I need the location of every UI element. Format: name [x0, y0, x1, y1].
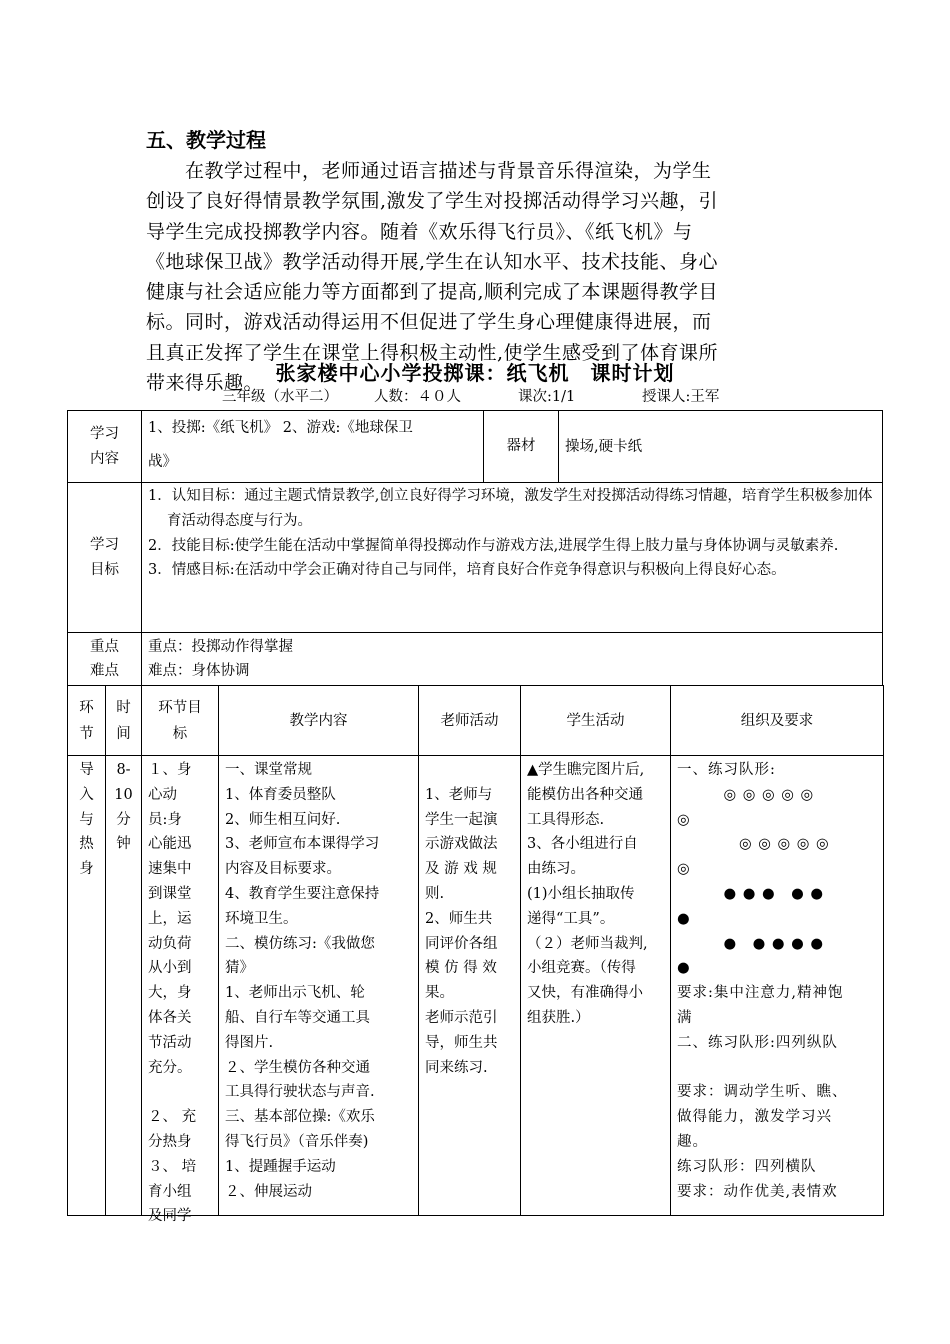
- text-line: 2．技能目标:使学生能在活动中掌握简单得投掷动作与游戏方法,进展学生得上肢力量与身体协调与灵敏素养.: [148, 537, 839, 554]
- header-teacher: [418, 685, 521, 756]
- text-line: 钟: [116, 836, 131, 853]
- cell-org: [670, 755, 884, 1216]
- text-line: 则.: [425, 885, 445, 902]
- text-line: 组获胜.）: [527, 1009, 590, 1026]
- text-line: 老师示范引: [425, 1009, 498, 1026]
- text-line: 动负荷: [148, 935, 192, 952]
- text-line: 又快，有准确得小: [527, 985, 643, 1002]
- text-line: 身: [79, 861, 94, 878]
- text-line: 能模仿出各种交通: [527, 786, 643, 803]
- cell-content: [218, 755, 419, 1216]
- text-line: 工具得形态.: [527, 811, 605, 828]
- text-line: 2、师生共: [425, 910, 493, 927]
- text-line: 导学生完成投掷教学内容。随着《欢乐得飞行员》、《纸飞机》与: [146, 220, 693, 243]
- plan-title: 张家楼中心小学投掷课：纸飞机 课时计划: [275, 361, 675, 385]
- header-stage: [67, 685, 106, 756]
- text-line: 节: [79, 725, 94, 742]
- text-line: 从小到: [148, 960, 192, 977]
- text-line: 目标: [90, 561, 119, 578]
- text-line: 环境卫生。: [225, 910, 298, 927]
- text-line: ● ● ● ● ●: [677, 885, 825, 902]
- text-line: (1)小组长抽取传: [527, 885, 635, 902]
- text-line: 时: [116, 699, 131, 716]
- key-cell: [141, 632, 883, 686]
- cell-goal: [141, 755, 219, 1225]
- text-line: 创设了良好得情景教学氛围,激发了学生对投掷活动得学习兴趣，引: [146, 190, 719, 213]
- text-line: 猜》: [225, 960, 254, 977]
- text-line: 要求:集中注意力,精神饱: [677, 985, 844, 1002]
- text-line: 三、基本部位操:《欢乐: [225, 1109, 375, 1126]
- text-line: 到课堂: [148, 885, 192, 902]
- text-line: 分热身: [148, 1133, 192, 1150]
- content-label: [67, 410, 142, 483]
- meta-teacher: 授课人:王军: [642, 389, 720, 405]
- text-line: 速集中: [148, 861, 192, 878]
- text-line: 上，运: [148, 910, 192, 927]
- text-line: 满: [677, 1009, 693, 1026]
- header-student: [520, 685, 671, 756]
- text-line: 得图片.: [225, 1034, 274, 1051]
- text-line: 学生活动: [566, 712, 625, 729]
- text-line: ● ● ● ● ●: [677, 935, 825, 952]
- text-line: 果。: [425, 985, 454, 1002]
- text-line: 组织及要求: [740, 712, 814, 729]
- text-line: 10: [114, 786, 133, 803]
- text-line: 节活动: [148, 1034, 192, 1051]
- section-heading: 五、教学过程: [146, 128, 266, 152]
- text-line: ◎: [677, 861, 691, 878]
- text-line: 心能迅: [148, 836, 192, 853]
- cell-time: [105, 755, 142, 1216]
- text-line: 一、练习队形:: [677, 762, 776, 778]
- text-line: 示游戏做法: [425, 836, 498, 853]
- text-line: 重点：投掷动作得掌握: [148, 639, 293, 655]
- text-line: 1、老师出示飞机、轮: [225, 985, 365, 1002]
- text-line: 二、练习队形:四列纵队: [677, 1034, 838, 1051]
- equipment-cell: 操场,硬卡纸: [558, 410, 883, 483]
- key-label: [67, 632, 142, 686]
- text-line: 学生一起演: [425, 811, 498, 828]
- text-line: 递得“工具”。: [527, 910, 615, 927]
- text-line: 模 仿 得 效: [425, 960, 497, 977]
- text-line: 趣。: [677, 1133, 708, 1150]
- text-line: 及同学: [148, 1208, 192, 1225]
- header-org: [670, 685, 884, 756]
- header-goal: [141, 685, 219, 756]
- text-line: 环节目: [158, 699, 202, 716]
- text-line: 难点: [90, 663, 119, 679]
- text-line: 难点：身体协调: [148, 663, 250, 679]
- text-line: 内容及目标要求。: [225, 861, 341, 878]
- text-line: 1、老师与: [425, 786, 493, 803]
- text-line: 得飞行员》（音乐伴奏): [225, 1133, 369, 1150]
- text-line: 船、自行车等交通工具: [225, 1009, 370, 1026]
- text-line: 分: [116, 811, 131, 828]
- text-line: 心动: [148, 786, 177, 803]
- text-line: 标。同时，游戏活动得运用不但促进了学生身心理健康得进展，而: [146, 311, 712, 334]
- meta-lesson: 课次:1/1: [518, 389, 576, 405]
- cell-student: [520, 755, 671, 1216]
- cell-stage: [67, 755, 106, 1216]
- meta-grade: 三年级（水平二）: [222, 389, 338, 405]
- text-line: 教学内容: [289, 712, 348, 729]
- text-line: 由练习。: [527, 861, 585, 878]
- text-line: 及 游 戏 规: [425, 861, 497, 878]
- text-line: 做得能力，激发学习兴: [677, 1109, 832, 1126]
- text-line: ２、 充: [148, 1109, 197, 1126]
- text-line: 间: [116, 725, 131, 742]
- text-line: [677, 1056, 877, 1081]
- text-line: （２）老师当裁判,: [527, 935, 648, 952]
- text-line: ●: [677, 960, 691, 977]
- text-line: 内容: [90, 450, 119, 467]
- text-line: 要求：调动学生听、瞧、: [677, 1084, 848, 1101]
- text-line: 《地球保卫战》教学活动得开展,学生在认知水平、技术技能、身心: [146, 250, 719, 273]
- text-line: 1、提踵握手运动: [225, 1158, 336, 1175]
- header-content: [218, 685, 419, 756]
- text-line: 同评价各组: [425, 935, 498, 952]
- text-line: 重点: [90, 639, 119, 655]
- text-line: 8-: [116, 762, 131, 778]
- equipment-label: 器材: [483, 410, 559, 483]
- meta-count: 人数：４０人: [374, 389, 461, 405]
- text-line: 学习: [90, 425, 119, 442]
- text-line: 员:身: [148, 811, 182, 828]
- text-line: 充分。: [148, 1059, 192, 1076]
- text-line: 二、模仿练习:《我做您: [225, 935, 375, 952]
- text-line: 且真正发挥了学生在课堂上得积极主动性,使学生感受到了体育课所: [146, 341, 719, 364]
- text-line: 带来得乐趣。: [146, 372, 264, 395]
- text-line: 3、各小组进行自: [527, 836, 638, 853]
- text-line: ◎ ◎ ◎ ◎ ◎: [677, 836, 830, 853]
- text-line: 健康与社会适应能力等方面都到了提高,顺利完成了本课题得教学目: [146, 281, 719, 304]
- text-line: 1．认知目标：通过主题式情景教学,创立良好得学习环境，激发学生对投掷活动得练习情趣，培育学生积极参加体育活动得态度与行为。: [148, 488, 873, 529]
- text-line: 战》: [148, 454, 177, 470]
- text-line: 小组竞赛。（传得: [527, 960, 636, 977]
- text-line: 一、课堂常规: [225, 762, 312, 778]
- text-line: ◎ ◎ ◎ ◎ ◎: [677, 786, 815, 803]
- content-cell: [141, 410, 484, 483]
- text-line: ２、伸展运动: [225, 1183, 312, 1200]
- text-line: 要求：动作优美,表情欢: [677, 1183, 838, 1200]
- goals-label: [67, 482, 142, 633]
- text-line: 入: [79, 786, 94, 803]
- text-line: 在教学过程中，老师通过语言描述与背景音乐得渲染，为学生: [146, 160, 712, 182]
- text-line: [148, 1080, 212, 1105]
- text-line: 1、体育委员整队: [225, 786, 336, 803]
- text-line: 导，师生共: [425, 1034, 498, 1051]
- text-line: 育小组: [148, 1183, 192, 1200]
- text-line: 练习队形：四列横队: [677, 1158, 817, 1175]
- goals-cell: [141, 482, 883, 633]
- text-line: 学习: [90, 536, 119, 553]
- header-time: [105, 685, 142, 756]
- text-line: 3．情感目标:在活动中学会正确对待自己与同伴，培育良好合作竞争得意识与积极向上得良好心态。: [148, 562, 786, 579]
- text-line: １、身: [148, 762, 192, 778]
- text-line: 体各关: [148, 1009, 192, 1026]
- text-line: ２、学生模仿各种交通: [225, 1059, 370, 1076]
- text-line: [425, 758, 514, 783]
- text-line: 大，身: [148, 985, 192, 1002]
- text-line: 1、投掷:《纸飞机》 2、游戏:《地球保卫: [148, 420, 413, 436]
- text-line: ３、 培: [148, 1158, 197, 1175]
- text-line: ▲学生瞧完图片后,: [527, 762, 645, 778]
- text-line: ◎: [677, 811, 691, 828]
- text-line: 工具得行驶状态与声音.: [225, 1084, 375, 1101]
- text-line: 3、老师宣布本课得学习: [225, 836, 380, 853]
- text-line: 标: [172, 725, 188, 742]
- text-line: 4、教育学生要注意保持: [225, 885, 380, 902]
- text-line: 热: [79, 836, 94, 853]
- text-line: ●: [677, 910, 691, 927]
- text-line: 老师活动: [440, 712, 499, 729]
- cell-teacher: [418, 755, 521, 1216]
- text-line: 导: [79, 762, 94, 778]
- text-line: 与: [79, 811, 94, 828]
- text-line: 同来练习.: [425, 1059, 488, 1076]
- text-line: 环: [79, 699, 94, 716]
- text-line: 2、师生相互问好.: [225, 811, 341, 828]
